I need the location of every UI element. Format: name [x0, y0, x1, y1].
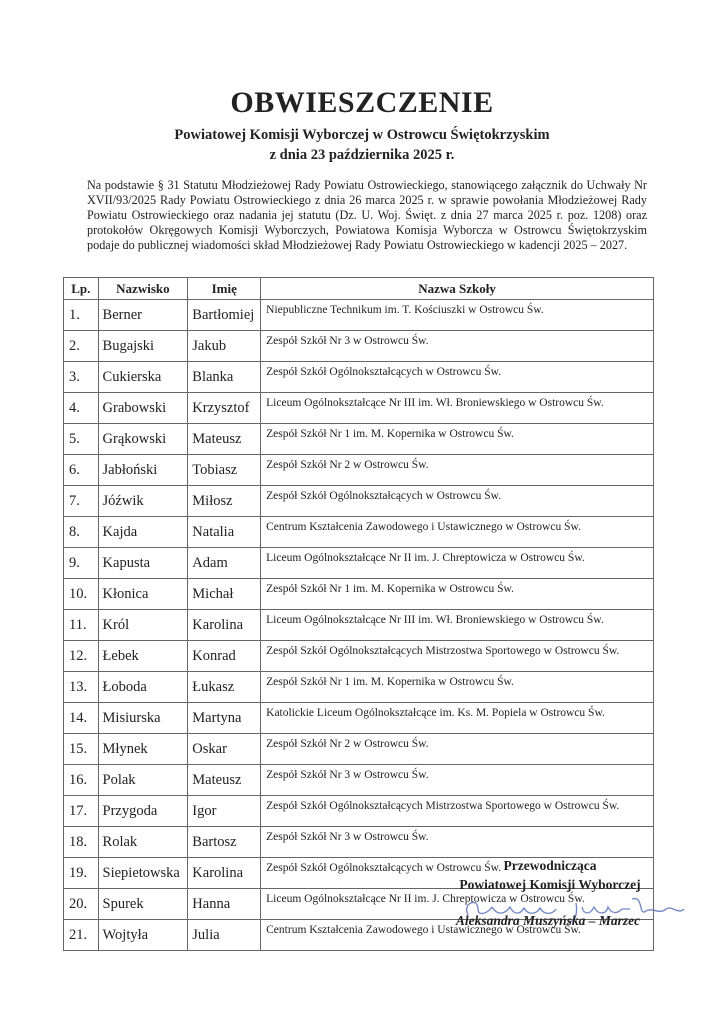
- row-number: 9.: [64, 548, 99, 579]
- row-number: 11.: [64, 610, 99, 641]
- row-number: 15.: [64, 734, 99, 765]
- school-cell: Zespół Szkół Ogólnokształcących w Ostrowcu Św.: [261, 486, 654, 517]
- first-name-cell: Bartłomiej: [188, 300, 261, 331]
- school-cell: Zespół Szkół Nr 3 w Ostrowcu Św.: [261, 331, 654, 362]
- row-number: 5.: [64, 424, 99, 455]
- surname-cell: Łoboda: [98, 672, 188, 703]
- table-row: [64, 517, 654, 548]
- date-line: z dnia 23 października 2025 r.: [269, 147, 455, 163]
- surname-cell: Król: [98, 610, 188, 641]
- first-name-cell: Karolina: [188, 858, 261, 889]
- row-number: 12.: [64, 641, 99, 672]
- surname-cell: Łebek: [98, 641, 188, 672]
- row-number: 4.: [64, 393, 99, 424]
- row-number: 8.: [64, 517, 99, 548]
- row-number: 20.: [64, 889, 99, 920]
- surname-cell: Wojtyła: [98, 920, 188, 951]
- members-table: [63, 277, 654, 951]
- first-name-cell: Oskar: [188, 734, 261, 765]
- school-cell: Liceum Ogólnokształcące Nr III im. Wł. Broniewskiego w Ostrowcu Św.: [261, 393, 654, 424]
- table-header-row: [64, 278, 654, 300]
- first-name-cell: Hanna: [188, 889, 261, 920]
- table-row: [64, 796, 654, 827]
- school-cell: Liceum Ogólnokształcące Nr III im. Wł. Broniewskiego w Ostrowcu Św.: [261, 610, 654, 641]
- row-number: 6.: [64, 455, 99, 486]
- issuer-line: Powiatowej Komisji Wyborczej w Ostrowcu Świętokrzyskim: [174, 127, 550, 143]
- table-row: [64, 765, 654, 796]
- school-cell: Zespół Szkół Ogólnokształcących Mistrzostwa Sportowego w Ostrowcu Św.: [261, 796, 654, 827]
- first-name-cell: Krzysztof: [188, 393, 261, 424]
- school-cell: Liceum Ogólnokształcące Nr II im. J. Chreptowicza w Ostrowcu Św.: [261, 548, 654, 579]
- school-cell: Zespół Szkół Ogólnokształcących w Ostrowcu Św.: [261, 362, 654, 393]
- table-row: [64, 486, 654, 517]
- table-row: [64, 548, 654, 579]
- school-cell: Zespół Szkół Ogólnokształcących w Ostrowcu Św.: [261, 858, 654, 889]
- first-name-cell: Konrad: [188, 641, 261, 672]
- table-row: [64, 300, 654, 331]
- row-number: 17.: [64, 796, 99, 827]
- first-name-cell: Igor: [188, 796, 261, 827]
- school-cell: Zespół Szkół Ogólnokształcących Mistrzostwa Sportowego w Ostrowcu Św.: [261, 641, 654, 672]
- column-header-name: Imię: [188, 278, 261, 300]
- row-number: 19.: [64, 858, 99, 889]
- surname-cell: Kłonica: [98, 579, 188, 610]
- table-row: [64, 393, 654, 424]
- row-number: 7.: [64, 486, 99, 517]
- first-name-cell: Karolina: [188, 610, 261, 641]
- column-header-surname: Nazwisko: [98, 278, 188, 300]
- school-cell: Katolickie Liceum Ogólnokształcące im. Ks. M. Popiela w Ostrowcu Św.: [261, 703, 654, 734]
- row-number: 1.: [64, 300, 99, 331]
- row-number: 21.: [64, 920, 99, 951]
- school-cell: Niepubliczne Technikum im. T. Kościuszki w Ostrowcu Św.: [261, 300, 654, 331]
- first-name-cell: Tobiasz: [188, 455, 261, 486]
- intro-paragraph: Na podstawie § 31 Statutu Młodzieżowej Rady Powiatu Ostrowieckiego, stanowiącego załącznik do Uchwały Nr XVII/93/2025 Rady Powiatu Ostrowieckiego z dnia 26 marca 2025 r. w sprawie powołania Młodzieżowej Rady Powiatu Ostrowieckiego oraz nadania jej statutu (Dz. U. Woj. Święt. z dnia 27 marca 2025 r. poz. 1208) oraz protokołów Okręgowych Komisji Wyborczych, Powiatowa Komisja Wyborcza w Ostrowcu Świętokrzyskim podaje do publicznej wiadomości skład Młodzieżowej Rady Powiatu Ostrowieckiego w kadencji 2025 – 2027.: [87, 178, 647, 252]
- column-header-lp: Lp.: [64, 278, 99, 300]
- table-row: [64, 703, 654, 734]
- surname-cell: Siepietowska: [98, 858, 188, 889]
- table-row: [64, 672, 654, 703]
- first-name-cell: Jakub: [188, 331, 261, 362]
- surname-cell: Bugajski: [98, 331, 188, 362]
- surname-cell: Grabowski: [98, 393, 188, 424]
- table-row: [64, 827, 654, 858]
- first-name-cell: Miłosz: [188, 486, 261, 517]
- column-header-school: Nazwa Szkoły: [261, 278, 654, 300]
- school-cell: Liceum Ogólnokształcące Nr II im. J. Chreptowicza w Ostrowcu Św.: [261, 889, 654, 920]
- first-name-cell: Michał: [188, 579, 261, 610]
- school-cell: Zespół Szkół Nr 1 im. M. Kopernika w Ostrowcu Św.: [261, 672, 654, 703]
- first-name-cell: Martyna: [188, 703, 261, 734]
- row-number: 3.: [64, 362, 99, 393]
- school-cell: Centrum Kształcenia Zawodowego i Ustawicznego w Ostrowcu Św.: [261, 920, 654, 951]
- table-row: [64, 331, 654, 362]
- first-name-cell: Julia: [188, 920, 261, 951]
- signer-name: Aleksandra Muszyńska – Marzec: [455, 913, 641, 928]
- document-title: OBWIESZCZENIE: [230, 86, 494, 119]
- surname-cell: Grąkowski: [98, 424, 188, 455]
- signer-role: Przewodnicząca: [503, 858, 597, 873]
- first-name-cell: Natalia: [188, 517, 261, 548]
- surname-cell: Spurek: [98, 889, 188, 920]
- row-number: 14.: [64, 703, 99, 734]
- surname-cell: Berner: [98, 300, 188, 331]
- first-name-cell: Bartosz: [188, 827, 261, 858]
- surname-cell: Polak: [98, 765, 188, 796]
- row-number: 13.: [64, 672, 99, 703]
- surname-cell: Przygoda: [98, 796, 188, 827]
- row-number: 16.: [64, 765, 99, 796]
- first-name-cell: Mateusz: [188, 424, 261, 455]
- surname-cell: Jóźwik: [98, 486, 188, 517]
- table-row: [64, 579, 654, 610]
- school-cell: Centrum Kształcenia Zawodowego i Ustawicznego w Ostrowcu Św.: [261, 517, 654, 548]
- school-cell: Zespół Szkół Nr 2 w Ostrowcu Św.: [261, 455, 654, 486]
- row-number: 18.: [64, 827, 99, 858]
- surname-cell: Kapusta: [98, 548, 188, 579]
- table-row: [64, 424, 654, 455]
- signer-body: Powiatowej Komisji Wyborczej: [459, 877, 641, 892]
- school-cell: Zespół Szkół Nr 3 w Ostrowcu Św.: [261, 765, 654, 796]
- school-cell: Zespół Szkół Nr 1 im. M. Kopernika w Ostrowcu Św.: [261, 424, 654, 455]
- first-name-cell: Mateusz: [188, 765, 261, 796]
- table-row: [64, 362, 654, 393]
- surname-cell: Jabłoński: [98, 455, 188, 486]
- row-number: 10.: [64, 579, 99, 610]
- first-name-cell: Adam: [188, 548, 261, 579]
- table-row: [64, 734, 654, 765]
- first-name-cell: Łukasz: [188, 672, 261, 703]
- table-row: [64, 641, 654, 672]
- school-cell: Zespół Szkół Nr 3 w Ostrowcu Św.: [261, 827, 654, 858]
- row-number: 2.: [64, 331, 99, 362]
- surname-cell: Kajda: [98, 517, 188, 548]
- surname-cell: Młynek: [98, 734, 188, 765]
- school-cell: Zespół Szkół Nr 2 w Ostrowcu Św.: [261, 734, 654, 765]
- table-row: [64, 610, 654, 641]
- surname-cell: Rolak: [98, 827, 188, 858]
- surname-cell: Cukierska: [98, 362, 188, 393]
- surname-cell: Misiurska: [98, 703, 188, 734]
- first-name-cell: Blanka: [188, 362, 261, 393]
- school-cell: Zespół Szkół Nr 1 im. M. Kopernika w Ostrowcu Św.: [261, 579, 654, 610]
- table-row: [64, 455, 654, 486]
